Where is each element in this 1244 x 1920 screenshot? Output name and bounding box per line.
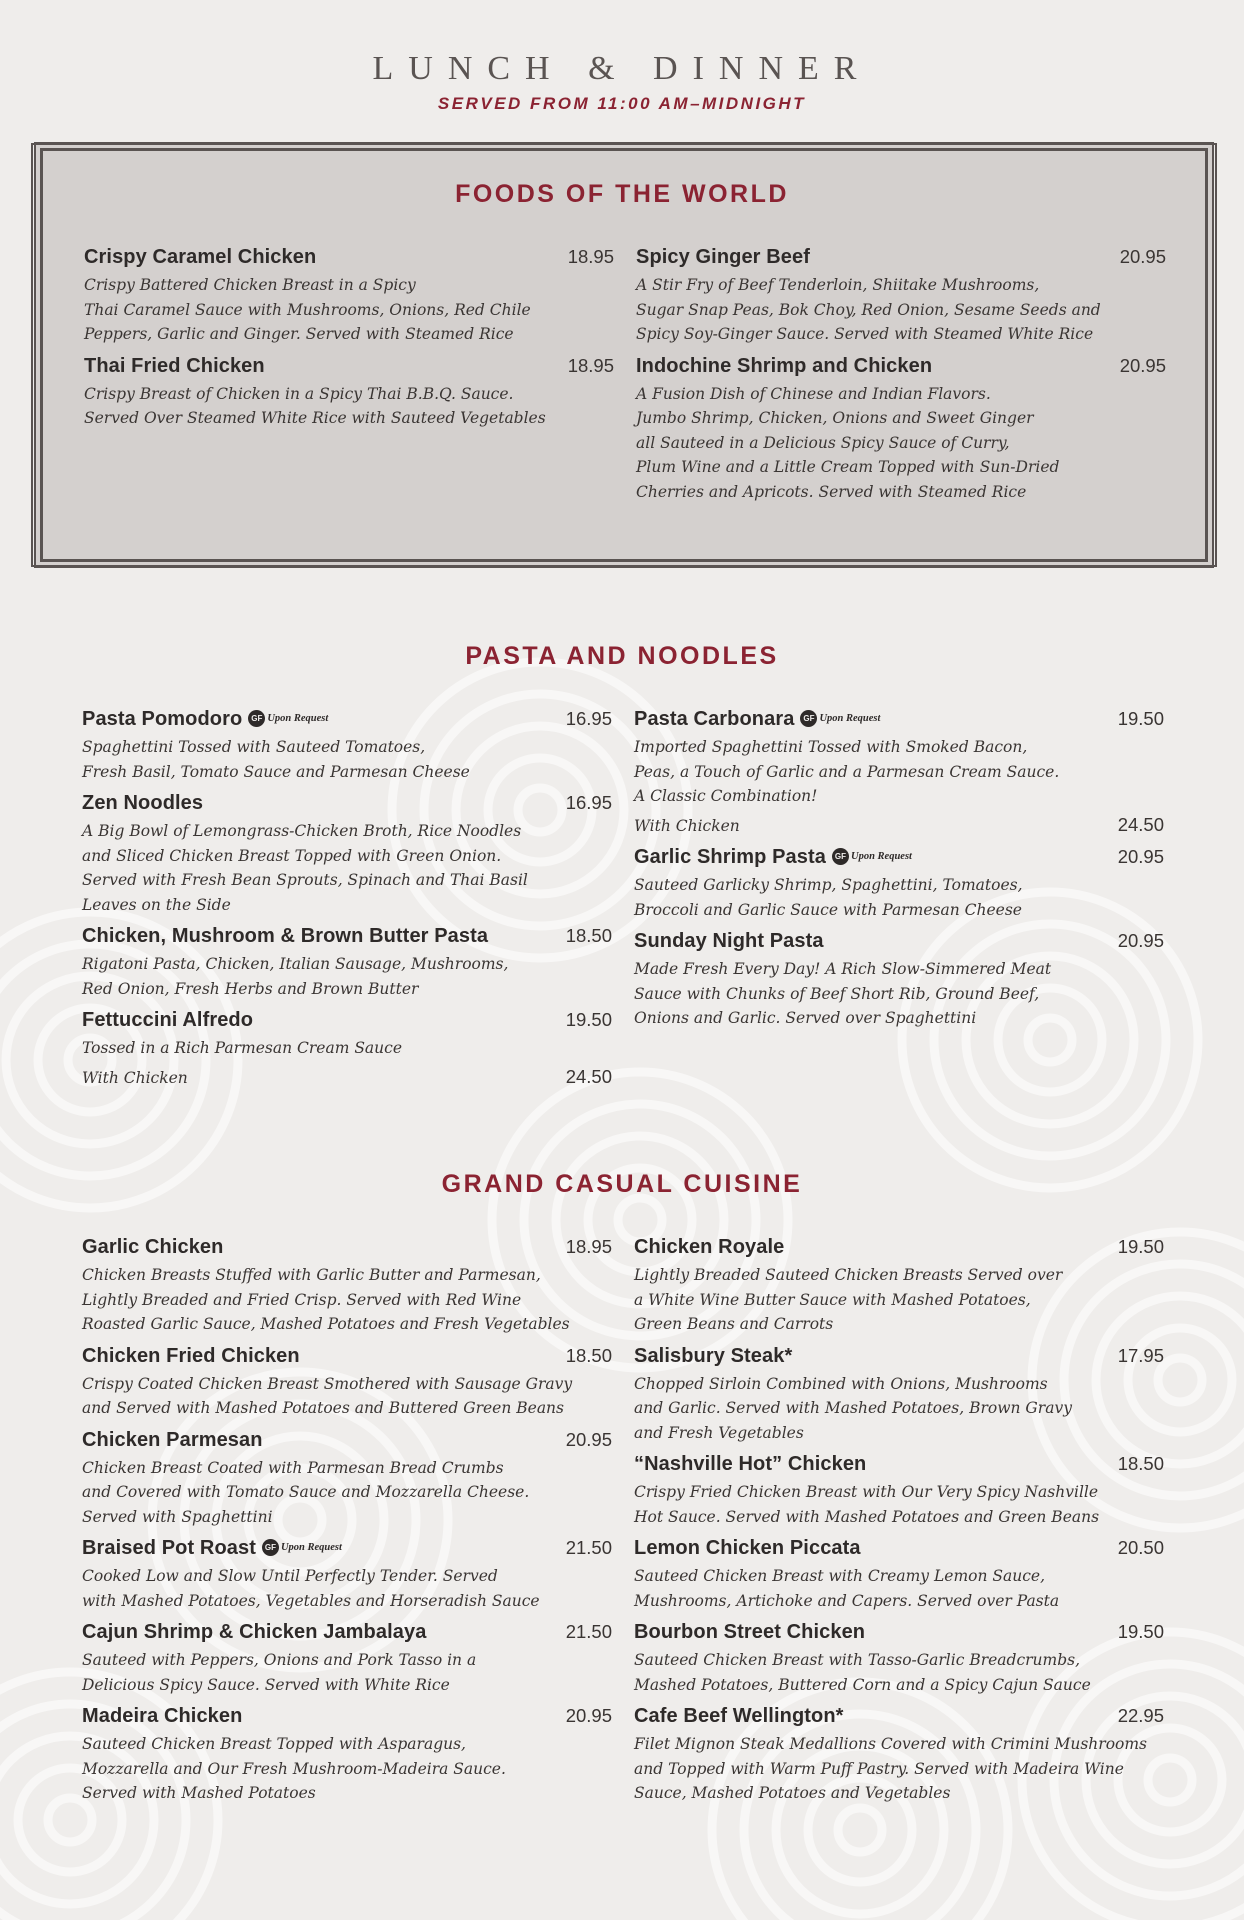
pasta-left-column xyxy=(82,708,612,1098)
menu-item-price: 20.95 xyxy=(565,1705,612,1726)
menu-item xyxy=(636,246,1166,347)
menu-item-price: 21.50 xyxy=(565,1621,612,1642)
menu-item-name: Lemon Chicken Piccata xyxy=(634,1537,861,1559)
world-left-column xyxy=(84,246,614,439)
menu-item-header xyxy=(634,1345,1164,1368)
gluten-free-label: Upon Request xyxy=(850,851,912,862)
menu-item-name-wrap xyxy=(82,1236,223,1259)
menu-item-price: 20.95 xyxy=(1119,246,1166,267)
menu-item-header xyxy=(82,1009,612,1032)
menu-item xyxy=(82,1236,612,1337)
menu-item-description: Crispy Battered Chicken Breast in a Spicy Thai Caramel Sauce with Mushrooms, Onions, Red Chile Peppers, Garlic and Ginger. Served with Steamed Rice xyxy=(84,276,531,343)
menu-item-price: 18.95 xyxy=(567,354,614,376)
menu-item-header xyxy=(84,355,614,378)
menu-item-header xyxy=(84,246,614,269)
menu-item-header xyxy=(634,930,1164,953)
menu-item xyxy=(634,846,1164,922)
menu-header xyxy=(0,50,1244,114)
menu-item-name-wrap xyxy=(636,355,932,378)
menu-item-header xyxy=(82,1345,612,1368)
menu-item-name-wrap xyxy=(634,1345,792,1368)
world-right-column xyxy=(636,246,1166,512)
menu-item xyxy=(84,355,614,431)
menu-item-price: 20.50 xyxy=(1117,1537,1164,1558)
menu-item-name-wrap xyxy=(82,1621,426,1644)
menu-item-description: A Stir Fry of Beef Tenderloin, Shiitake Mushrooms, Sugar Snap Peas, Bok Choy, Red Onion, Sesame Seeds and Spicy Soy-Ginger Sauce. Served with Steamed White Rice xyxy=(636,276,1101,343)
menu-item-price: 20.95 xyxy=(565,1428,612,1450)
menu-item-description: Tossed in a Rich Parmesan Cream Sauce xyxy=(82,1039,403,1057)
menu-item-description: Chicken Breasts Stuffed with Garlic Butter and Parmesan, Lightly Breaded and Fried Crisp. Served with Red Wine Roasted Garlic Sauce, Mashed Potatoes and Fresh Vegetables xyxy=(82,1266,570,1333)
menu-item-name: Cajun Shrimp & Chicken Jambalaya xyxy=(82,1621,427,1643)
gluten-free-label: Upon Request xyxy=(267,713,329,724)
menu-item xyxy=(82,792,612,917)
menu-item-name-wrap xyxy=(82,792,203,815)
menu-item xyxy=(634,1236,1164,1337)
gluten-free-label: Upon Request xyxy=(280,1542,342,1553)
menu-item-name-wrap xyxy=(634,708,880,731)
menu-item-name: Braised Pot Roast xyxy=(82,1537,256,1559)
menu-item-name-wrap xyxy=(82,1429,263,1452)
menu-item-name: Sunday Night Pasta xyxy=(634,930,824,952)
menu-item-header xyxy=(634,1621,1164,1644)
menu-item-header xyxy=(82,1236,612,1259)
menu-item-name: Thai Fried Chicken xyxy=(84,354,265,377)
addon-price: 24.50 xyxy=(565,1065,612,1087)
menu-item-price: 20.95 xyxy=(1117,846,1164,867)
menu-item-description: Sauteed Chicken Breast with Tasso-Garlic Breadcrumbs, Mashed Potatoes, Buttered Corn and a Spicy Cajun Sauce xyxy=(634,1651,1091,1694)
menu-item-description: Imported Spaghettini Tossed with Smoked Bacon, Peas, a Touch of Garlic and a Parmesan Cream Sauce. A Classic Combination! xyxy=(634,738,1060,805)
menu-item-header xyxy=(634,708,1164,731)
menu-item-description: Sauteed with Peppers, Onions and Pork Tasso in a Delicious Spicy Sauce. Served with White Rice xyxy=(82,1651,477,1694)
menu-item-description: Spaghettini Tossed with Sauteed Tomatoes, Fresh Basil, Tomato Sauce and Parmesan Cheese xyxy=(82,738,470,781)
menu-item-description: Chopped Sirloin Combined with Onions, Mushrooms and Garlic. Served with Mashed Potatoes, Brown Gravy and Fresh Vegetables xyxy=(634,1374,1072,1442)
menu-item-description: Crispy Breast of Chicken in a Spicy Thai B.B.Q. Sauce. Served Over Steamed White Rice with Sauteed Vegetables xyxy=(84,384,546,427)
menu-item-price: 21.50 xyxy=(565,1537,612,1558)
menu-item-description: Filet Mignon Steak Medallions Covered with Crimini Mushrooms and Topped with Warm Puff Pastry. Served with Madeira Wine Sauce, Mashed Potatoes and Vegetables xyxy=(634,1735,1148,1802)
menu-item-name: Spicy Ginger Beef xyxy=(636,246,810,268)
menu-item-header xyxy=(636,246,1166,269)
menu-item-addon xyxy=(634,813,1164,839)
menu-item-name-wrap xyxy=(634,1705,844,1728)
menu-item-name: Chicken, Mushroom & Brown Butter Pasta xyxy=(82,925,489,947)
menu-item-addon xyxy=(82,1065,612,1091)
menu-item-name-wrap xyxy=(82,708,328,731)
menu-item-name-wrap xyxy=(634,846,912,869)
menu-item-header xyxy=(634,1236,1164,1259)
menu-item-price: 18.50 xyxy=(565,1344,612,1366)
menu-item-price: 20.95 xyxy=(1117,930,1164,951)
menu-item-name: Chicken Royale xyxy=(634,1236,785,1258)
menu-item-description: Crispy Fried Chicken Breast with Our Very Spicy Nashville Hot Sauce. Served with Mashed Potatoes and Green Beans xyxy=(634,1483,1100,1526)
casual-right-column xyxy=(634,1236,1164,1814)
menu-item-description: Rigatoni Pasta, Chicken, Italian Sausage, Mushrooms, Red Onion, Fresh Herbs and Brown Butter xyxy=(82,955,509,998)
menu-item-header xyxy=(82,708,612,731)
gluten-free-icon: GF xyxy=(262,1539,279,1556)
casual-left-column xyxy=(82,1236,612,1814)
menu-item xyxy=(82,1429,612,1530)
menu-title: LUNCH & DINNER xyxy=(372,50,872,87)
menu-item-price: 19.50 xyxy=(565,1009,612,1030)
menu-item-description: Made Fresh Every Day! A Rich Slow-Simmered Meat Sauce with Chunks of Beef Short Rib, Ground Beef, Onions and Garlic. Served over Spaghettini xyxy=(634,960,1052,1027)
menu-item-name: Pasta Pomodoro xyxy=(82,708,243,730)
menu-item-price: 16.95 xyxy=(565,792,612,813)
menu-item-name-wrap xyxy=(634,1236,784,1259)
menu-item-name-wrap xyxy=(634,1537,861,1560)
menu-item xyxy=(82,925,612,1001)
menu-item-header xyxy=(82,1429,612,1452)
menu-item xyxy=(634,1345,1164,1446)
menu-item-header xyxy=(82,1705,612,1728)
menu-item-header xyxy=(634,846,1164,869)
menu-item-name: Salisbury Steak* xyxy=(634,1344,793,1367)
menu-item-name-wrap xyxy=(82,1345,300,1368)
gluten-free-icon: GF xyxy=(800,710,817,727)
menu-item-name: Pasta Carbonara xyxy=(634,708,795,730)
gluten-free-icon: GF xyxy=(832,848,849,865)
addon-label: With Chicken xyxy=(82,1068,188,1087)
menu-item xyxy=(82,1009,612,1090)
menu-item-description: A Big Bowl of Lemongrass-Chicken Broth, Rice Noodles and Sliced Chicken Breast Topped with Green Onion. Served with Fresh Bean Sprouts, Spinach and Thai Basil Leaves on the Side xyxy=(82,822,528,914)
menu-item-header xyxy=(634,1453,1164,1476)
menu-item-name-wrap xyxy=(82,1009,253,1032)
menu-item-name: Indochine Shrimp and Chicken xyxy=(636,354,933,377)
menu-item-price: 22.95 xyxy=(1117,1705,1164,1726)
menu-item-header xyxy=(634,1537,1164,1560)
menu-item-description: Sauteed Chicken Breast Topped with Asparagus, Mozzarella and Our Fresh Mushroom-Madeira Sauce. Served with Mashed Potatoes xyxy=(82,1735,506,1802)
menu-item-price: 16.95 xyxy=(565,708,612,729)
gluten-free-label: Upon Request xyxy=(819,713,881,724)
menu-item-price: 19.50 xyxy=(1117,1621,1164,1642)
menu-item-header xyxy=(82,1621,612,1644)
menu-item-price: 19.50 xyxy=(1117,708,1164,729)
menu-item-description: Chicken Breast Coated with Parmesan Bread Crumbs and Covered with Tomato Sauce and Mozzarella Cheese. Served with Spaghettini xyxy=(82,1458,530,1526)
menu-item-name-wrap xyxy=(634,1453,866,1476)
menu-item xyxy=(634,1705,1164,1806)
menu-item-price: 18.95 xyxy=(567,246,614,267)
menu-item xyxy=(82,1705,612,1806)
pasta-right-column xyxy=(634,708,1164,1039)
menu-item-name: Chicken Parmesan xyxy=(82,1428,263,1451)
menu-item-description: Sauteed Garlicky Shrimp, Spaghettini, Tomatoes, Broccoli and Garlic Sauce with Parmesan Cheese xyxy=(634,876,1023,919)
menu-item-price: 18.95 xyxy=(565,1236,612,1257)
menu-item-header xyxy=(634,1705,1164,1728)
menu-item-name: Cafe Beef Wellington* xyxy=(634,1705,844,1727)
gluten-free-note xyxy=(248,710,328,727)
addon-price: 24.50 xyxy=(1117,813,1164,835)
menu-item-price: 17.95 xyxy=(1117,1344,1164,1366)
menu-item-name: Crispy Caramel Chicken xyxy=(84,246,317,268)
menu-item-header xyxy=(636,355,1166,378)
menu-item xyxy=(634,1621,1164,1697)
menu-item-name-wrap xyxy=(82,925,488,948)
menu-item xyxy=(636,355,1166,505)
menu-item-name: Garlic Shrimp Pasta xyxy=(634,846,826,868)
menu-item-name: “Nashville Hot” Chicken xyxy=(634,1453,867,1475)
menu-item xyxy=(634,930,1164,1031)
menu-item-name-wrap xyxy=(84,355,265,378)
gluten-free-note xyxy=(832,848,912,865)
section-title-casual: GRAND CASUAL CUISINE xyxy=(441,1170,803,1198)
menu-item-name: Chicken Fried Chicken xyxy=(82,1344,300,1367)
menu-item xyxy=(84,246,614,347)
section-title-world: FOODS OF THE WORLD xyxy=(455,180,789,208)
addon-label: With Chicken xyxy=(634,816,740,835)
gluten-free-icon: GF xyxy=(248,710,265,727)
menu-item-header xyxy=(82,925,612,948)
menu-item-header xyxy=(82,792,612,815)
menu-item-name: Fettuccini Alfredo xyxy=(82,1009,254,1031)
menu-item-name-wrap xyxy=(84,246,316,269)
menu-item xyxy=(634,708,1164,838)
menu-item-price: 18.50 xyxy=(565,925,612,946)
menu-item-price: 20.95 xyxy=(1119,354,1166,376)
menu-item-name: Madeira Chicken xyxy=(82,1705,243,1727)
section-title-pasta: PASTA AND NOODLES xyxy=(465,642,779,670)
gluten-free-note xyxy=(800,710,880,727)
menu-item-name: Garlic Chicken xyxy=(82,1236,224,1258)
menu-item-header xyxy=(82,1537,612,1560)
menu-item-description: Sauteed Chicken Breast with Creamy Lemon Sauce, Mushrooms, Artichoke and Capers. Served over Pasta xyxy=(634,1567,1060,1610)
menu-item xyxy=(634,1537,1164,1613)
menu-item xyxy=(82,1345,612,1421)
menu-item-name-wrap xyxy=(636,246,810,269)
menu-item-description: Lightly Breaded Sauteed Chicken Breasts Served over a White Wine Butter Sauce with Mashed Potatoes, Green Beans and Carrots xyxy=(634,1266,1063,1333)
menu-item-name-wrap xyxy=(82,1705,242,1728)
menu-hours: SERVED FROM 11:00 AM–MIDNIGHT xyxy=(437,94,807,113)
menu-item-price: 18.50 xyxy=(1117,1453,1164,1474)
menu-item-name: Zen Noodles xyxy=(82,792,204,814)
menu-item xyxy=(82,1621,612,1697)
menu-item-description: Cooked Low and Slow Until Perfectly Tender. Served with Mashed Potatoes, Vegetables and Horseradish Sauce xyxy=(82,1567,540,1610)
menu-item-name-wrap xyxy=(634,930,824,953)
menu-item-description: A Fusion Dish of Chinese and Indian Flavors. Jumbo Shrimp, Chicken, Onions and Sweet Ginger all Sauteed in a Delicious Spicy Sauce of Curry, Plum Wine and a Little Cream Topped with Sun-Dried Cherries and Apricots. Served with Steamed Rice xyxy=(636,384,1060,501)
menu-item-description: Crispy Coated Chicken Breast Smothered with Sausage Gravy and Served with Mashed Potatoes and Buttered Green Beans xyxy=(82,1374,573,1417)
menu-item-name-wrap xyxy=(82,1537,342,1560)
menu-item xyxy=(634,1453,1164,1529)
menu-item xyxy=(82,708,612,784)
gluten-free-note xyxy=(262,1539,342,1556)
menu-item-price: 19.50 xyxy=(1117,1236,1164,1257)
menu-item xyxy=(82,1537,612,1613)
menu-item-name: Bourbon Street Chicken xyxy=(634,1621,866,1643)
menu-item-name-wrap xyxy=(634,1621,865,1644)
